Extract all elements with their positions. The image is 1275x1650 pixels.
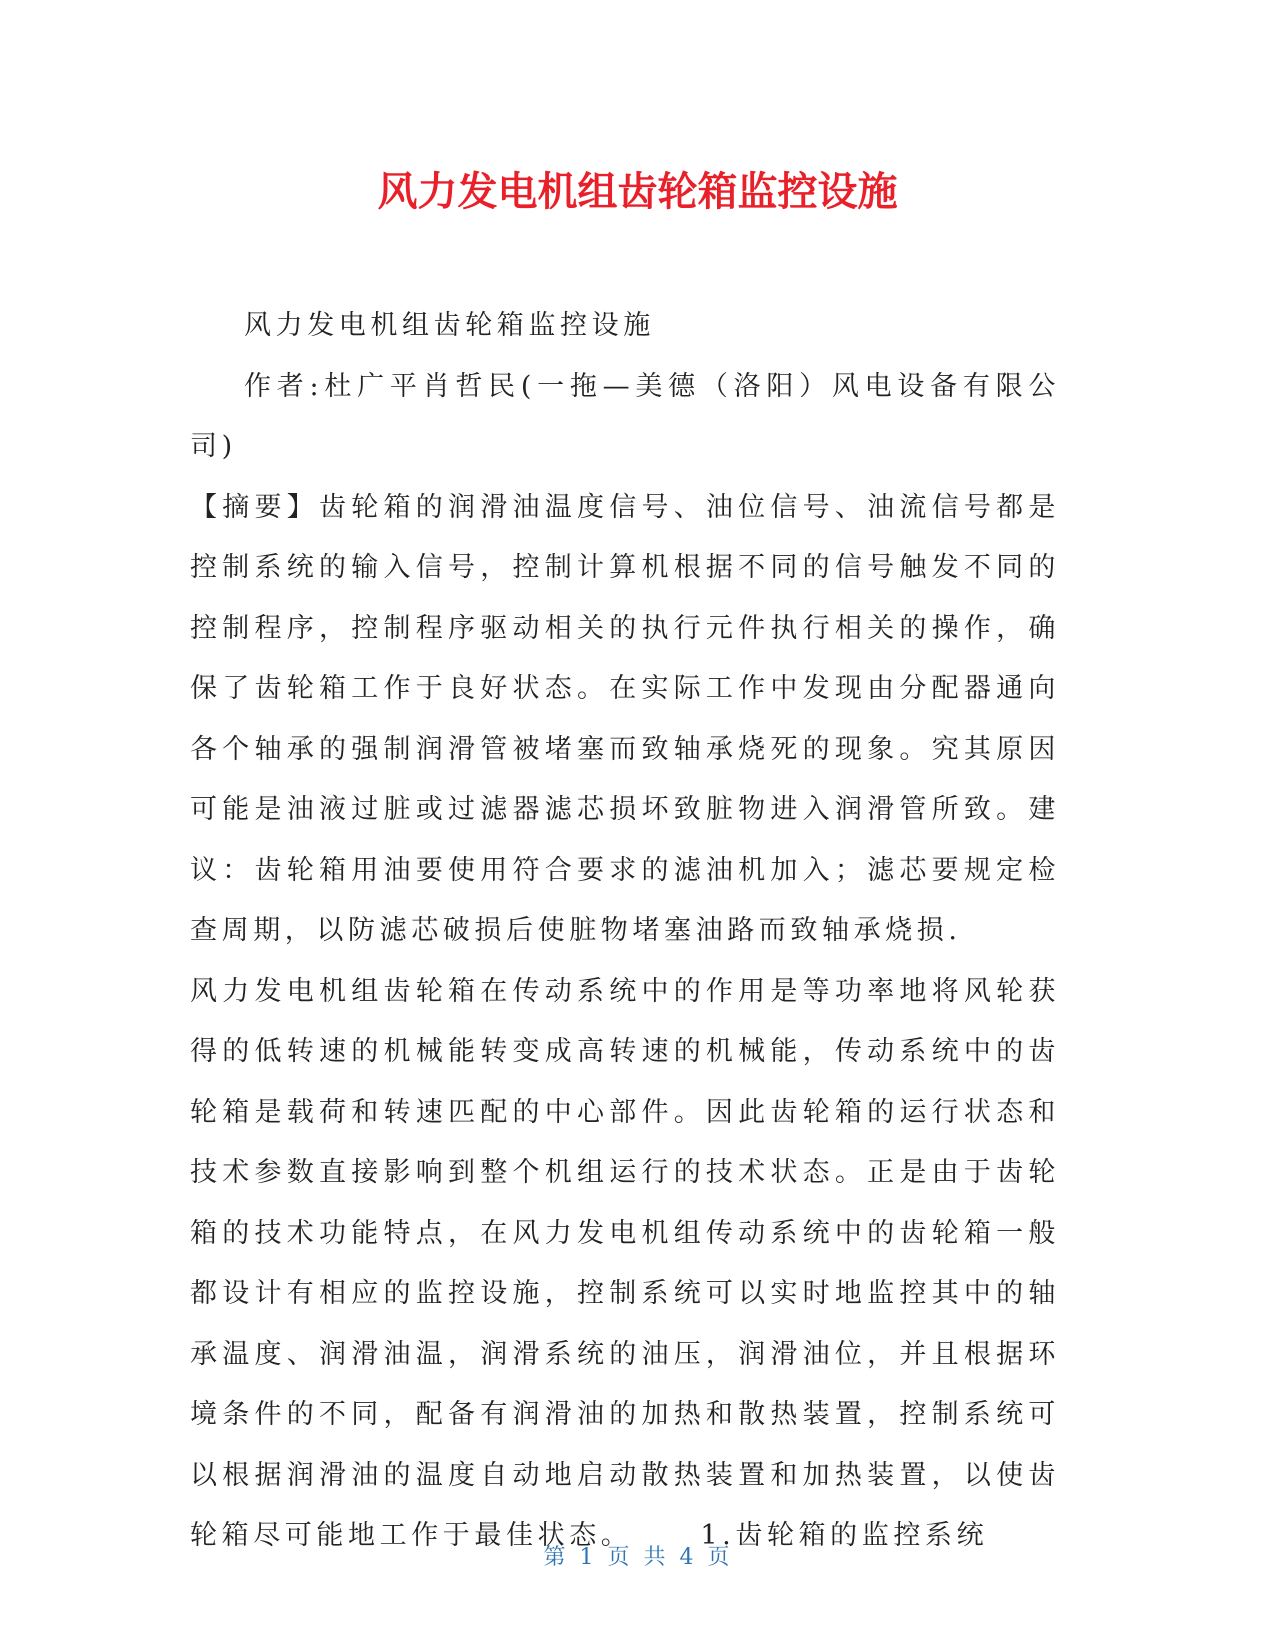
- document-title: 风力发电机组齿轮箱监控设施: [377, 169, 898, 215]
- footer-total-pages: 4: [679, 1545, 696, 1570]
- page-footer: [0, 1540, 1275, 1571]
- document-body: [190, 296, 1060, 1567]
- body-paragraph: [190, 962, 1060, 1567]
- footer-total-prefix: 共: [643, 1545, 668, 1570]
- footer-current-page: 1: [579, 1545, 596, 1570]
- author-line: 作者:杜广平肖哲民(一拖—美德（洛阳）风电设备有限公司): [190, 370, 1060, 462]
- footer-page-prefix: 第: [543, 1545, 568, 1570]
- subtitle: 风力发电机组齿轮箱监控设施: [244, 310, 655, 341]
- abstract-paragraph: 【摘要】齿轮箱的润滑油温度信号、油位信号、油流信号都是控制系统的输入信号，控制计算机根据不同的信号触发不同的控制程序，控制程序驱动相关的执行元件执行相关的操作，确保了齿轮箱工作于良好状态。在实际工作中发现由分配器通向各个轴承的强制润滑管被堵塞而致轴承烧死的现象。究其原因可能是油液过脏或过滤器滤芯损坏致脏物进入润滑管所致。建议：齿轮箱用油要使用符合要求的滤油机加入；滤芯要规定检查周期，以防滤芯破损后使脏物堵塞油路而致轴承烧损.: [190, 491, 1060, 946]
- section-heading: 1.齿轮箱的监控系统: [700, 1520, 989, 1551]
- footer-total-suffix: 页: [707, 1545, 732, 1570]
- body-paragraph-text: 风力发电机组齿轮箱在传动系统中的作用是等功率地将风轮获得的低转速的机械能转变成高转速的机械能，传动系统中的齿轮箱是载荷和转速匹配的中心部件。因此齿轮箱的运行状态和技术参数直接影响到整个机组运行的技术状态。正是由于齿轮箱的技术功能特点，在风力发电机组传动系统中的齿轮箱一般都设计有相应的监控设施，控制系统可以实时地监控其中的轴承温度、润滑油温，润滑系统的油压，润滑油位，并且根据环境条件的不同，配备有润滑油的加热和散热装置，控制系统可以根据润滑油的温度自动地启动散热装置和加热装置，以使齿轮箱尽可能地工作于最佳状态。: [190, 975, 1060, 1551]
- footer-page-mid: 页: [607, 1545, 632, 1570]
